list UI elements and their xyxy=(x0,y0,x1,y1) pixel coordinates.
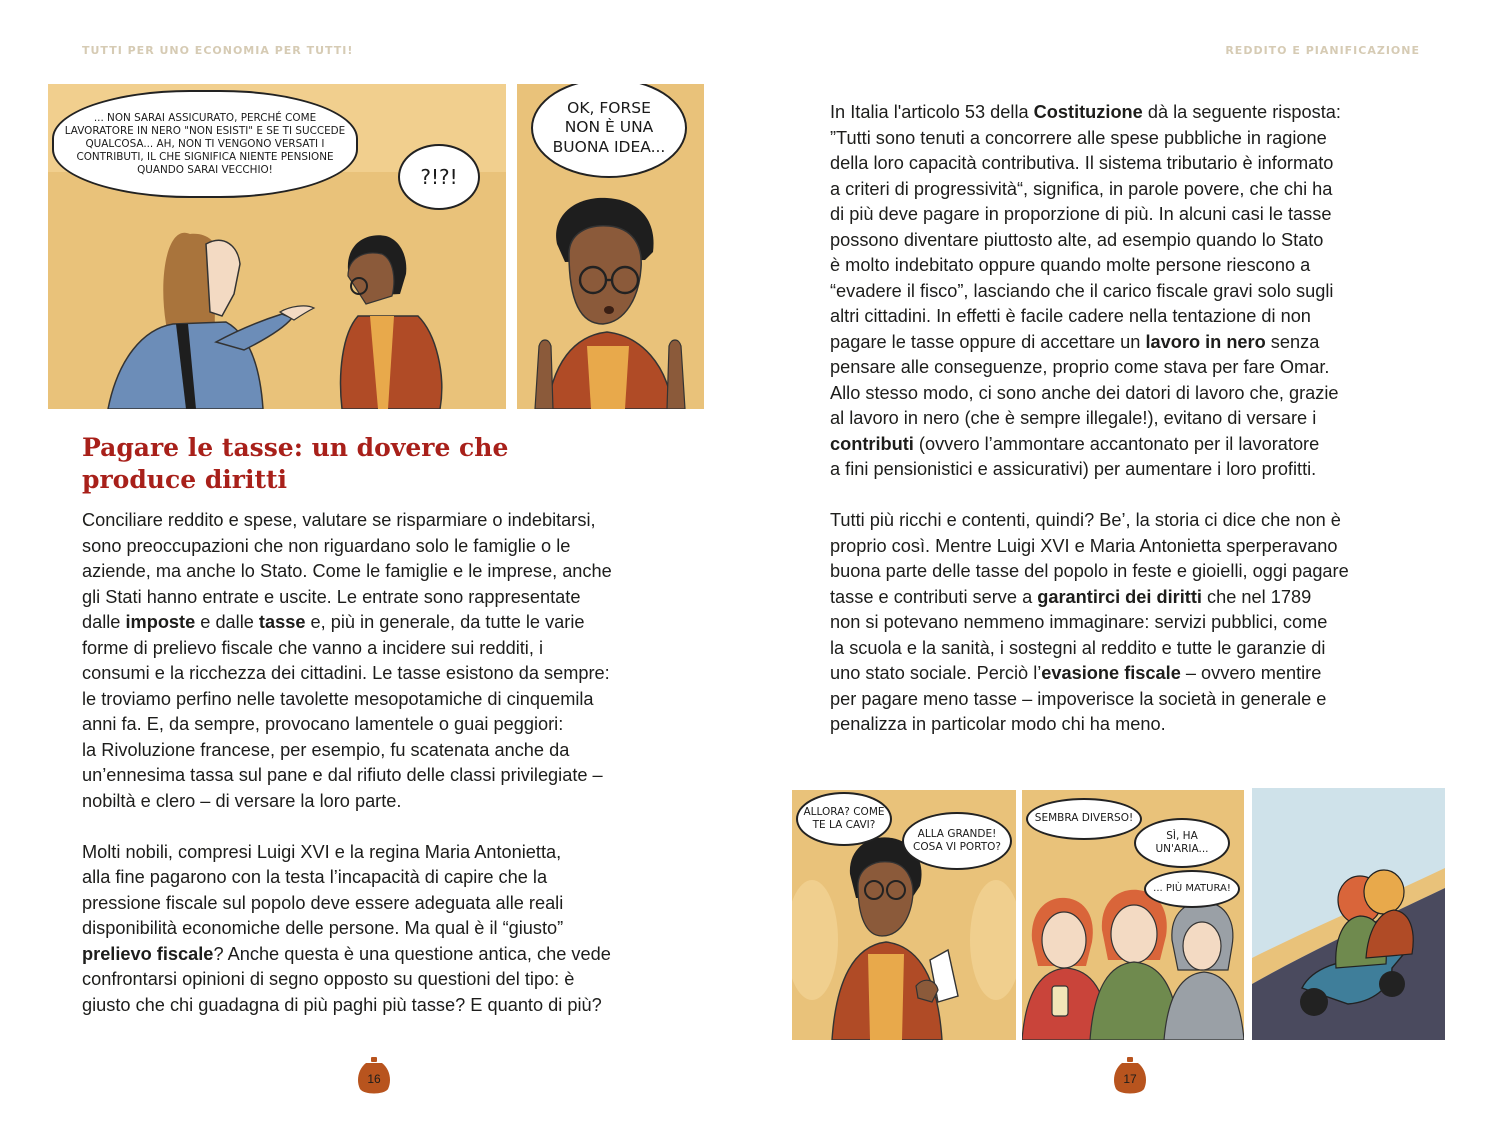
speech-bubble-woman: ... NON SARAI ASSICURATO, PERCHÉ COME LAVORATORE IN NERO "NON ESISTI" E SE TI SUCCEDE QUALCOSA... AH, NON TI VENGONO VERSATI I CONTRIBUTI, IL CHE SIGNIFICA NIENTE PENSIONE QUANDO SARAI VECCHIO! xyxy=(52,90,358,198)
text-run: In Italia l'articolo 53 della xyxy=(830,102,1034,122)
text-run: e dalle xyxy=(195,612,259,632)
term-imposte: imposte xyxy=(125,612,196,632)
page-number-left xyxy=(356,1057,392,1097)
speech-bubble-girl-1: SEMBRA DIVERSO! xyxy=(1026,798,1142,840)
right-body xyxy=(830,100,1430,738)
comic-panel-bottom-1 xyxy=(792,790,1016,1040)
section-heading: Pagare le tasse: un dovere che produce diritti xyxy=(82,433,509,494)
page-number-text: 16 xyxy=(367,1072,381,1086)
text-run: senza pensare alle conseguenze, proprio come stava per fare Omar. Allo stesso modo, ci sono anche dei datori di lavoro che, grazie al lavoro in nero (che è sempre illegale!), evitano di versare i xyxy=(830,331,1339,428)
comic-panel-bottom-2 xyxy=(1022,790,1244,1040)
speech-bubble-customer: ALLORA? COME TE LA CAVI? xyxy=(796,792,892,846)
running-header-right: REDDITO E PIANIFICAZIONE xyxy=(1225,44,1420,57)
text-run: – ovvero mentire per pagare meno tasse – impoverisce la società in generale e penalizza in particolar modo chi ha meno. xyxy=(830,663,1327,734)
comic-panel-bottom-3 xyxy=(1252,788,1445,1040)
speech-bubble-boy: ... PIÙ MATURA! xyxy=(1144,870,1240,908)
comic-panel-top-right xyxy=(517,84,704,409)
text-run: che nel 1789 non si potevano nemmeno immaginare: servizi pubblici, come la scuola e la sanità, i sostegni al reddito e tutte le garanzie di uno stato sociale. Perciò l’ xyxy=(830,586,1328,683)
page-number-text: 17 xyxy=(1123,1072,1137,1086)
term-garantirci-dei-diritti: garantirci dei diritti xyxy=(1037,586,1202,607)
term-prelievo-fiscale: prelievo fiscale xyxy=(82,943,214,964)
term-lavoro-in-nero: lavoro in nero xyxy=(1145,331,1266,352)
term-costituzione: Costituzione xyxy=(1033,102,1143,122)
comic-panel-top-left xyxy=(48,84,506,409)
right-paragraph-2 xyxy=(830,508,1430,738)
speech-bubble-man: ?!?! xyxy=(398,144,480,210)
speech-bubble-girl-2: SÌ, HA UN'ARIA... xyxy=(1134,818,1230,868)
text-run: Molti nobili, compresi Luigi XVI e la regina Maria Antonietta, alla fine pagarono con la testa l’incapacità di capire che la pressione fiscale sul popolo deve essere adeguata alle reali disponibilità economiche delle persone. Ma qual è il “giusto” xyxy=(82,841,564,938)
speech-bubble-omar: OK, FORSE NON È UNA BUONA IDEA... xyxy=(531,84,687,178)
right-paragraph-1 xyxy=(830,100,1430,483)
running-header-left: TUTTI PER UNO ECONOMIA PER TUTTI! xyxy=(82,44,354,57)
text-run: dà la seguente risposta: ”Tutti sono tenuti a concorrere alle spese pubbliche in ragione della loro capacità contributiva. Il sistema tributario è informato a criteri di progressività“, significa, in parole povere, che chi ha di più deve pagare in proporzione di più. In alcuni casi le tasse possono diventare piuttosto alte, ad esempio quando lo Stato è molto indebitato oppure quando molte persone riescono a “evadere il fisco”, lasciando che il carico fiscale gravi solo sugli altri cittadini. In effetti è facile cadere nella tentazione di non pagare le tasse oppure di accettare un xyxy=(830,102,1341,352)
term-contributi: contributi xyxy=(830,433,914,454)
left-paragraph-1 xyxy=(82,508,682,814)
term-tasse: tasse xyxy=(258,612,306,632)
text-run: Tutti più ricchi e contenti, quindi? Be’, la storia ci dice che non è proprio così. Mentre Luigi XVI e Maria Antonietta sperperavano buona parte delle tasse del popolo in feste e gioielli, oggi pagare tasse e contributi serve a xyxy=(830,510,1349,607)
comic-art-scooter xyxy=(1252,788,1445,1040)
text-run: Conciliare reddito e spese, valutare se risparmiare o indebitarsi, sono preoccupazioni che non riguardano solo le famiglie o le aziende, ma anche lo Stato. Come le famiglie e le imprese, anche gli Stati hanno entrate e uscite. Le entrate sono rappresentate dalle xyxy=(82,510,612,632)
term-evasione-fiscale: evasione fiscale xyxy=(1041,663,1181,683)
text-run: (ovvero l’ammontare accantonato per il lavoratore a fini pensionistici e assicurativi) per aumentare i loro profitti. xyxy=(830,433,1320,479)
text-run: ? Anche questa è una questione antica, che vede confrontarsi opinioni di segno opposto su questioni del tipo: è giusto che chi guadagna di più paghi più tasse? E quanto di più? xyxy=(82,943,611,1015)
left-body xyxy=(82,508,682,1018)
left-paragraph-2 xyxy=(82,840,682,1019)
speech-bubble-waiter: ALLA GRANDE! COSA VI PORTO? xyxy=(902,812,1012,870)
text-run: e, più in generale, da tutte le varie forme di prelievo fiscale che vanno a incidere sui redditi, i consumi e la ricchezza dei cittadini. Le tasse esistono da sempre: le troviamo perfino nelle tavolette mesopotamiche di cinquemila anni fa. E, da sempre, provocano lamentele o guai peggiori: la Rivoluzione francese, per esempio, fu scatenata anche da un’ennesima tassa sul pane e dal rifiuto delle classi privilegiate – nobiltà e clero – di versare la loro parte. xyxy=(82,612,610,811)
page-number-right xyxy=(1112,1057,1148,1097)
